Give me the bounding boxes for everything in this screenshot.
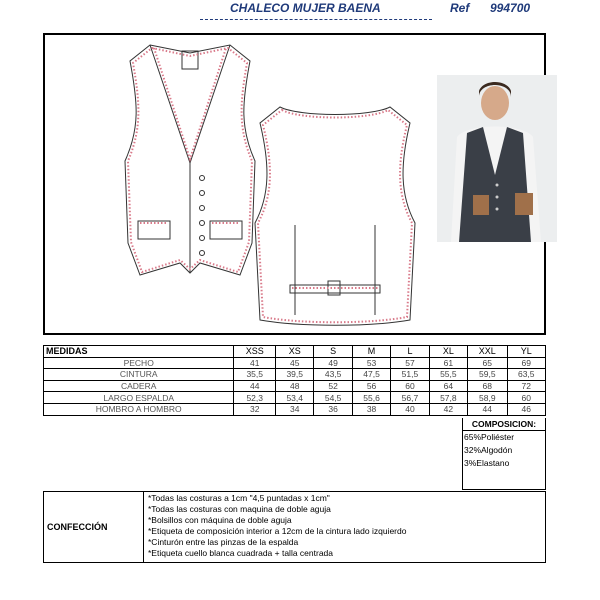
size-header: XS (276, 346, 314, 358)
measure-value: 46 (507, 403, 546, 415)
size-header: L (391, 346, 429, 358)
measurements-table (43, 345, 546, 416)
measure-value: 42 (429, 403, 467, 415)
measure-value: 52 (314, 380, 352, 392)
measure-value: 49 (314, 357, 352, 369)
measure-value: 63,5 (507, 369, 546, 381)
measure-value: 48 (276, 380, 314, 392)
measure-value: 61 (429, 357, 467, 369)
measure-value: 65 (468, 357, 507, 369)
measure-value: 55,5 (429, 369, 467, 381)
measure-value: 69 (507, 357, 546, 369)
table-header-label: MEDIDAS (44, 346, 234, 358)
measure-value: 32 (234, 403, 276, 415)
table-row (44, 392, 546, 404)
measure-value: 34 (276, 403, 314, 415)
confection-item: *Todas las costuras con maquina de doble aguja (148, 503, 331, 514)
confection-list (148, 493, 406, 558)
confection-item: *Todas las costuras a 1cm "4,5 puntadas x 1cm" (148, 493, 330, 503)
ref-label: Ref (450, 1, 470, 15)
measure-label: CADERA (44, 380, 234, 392)
measure-value: 54,5 (314, 392, 352, 404)
measure-label: CINTURA (44, 369, 234, 381)
composition-title: COMPOSICION: (463, 418, 545, 431)
composition-item: 65%Poliéster (464, 432, 515, 442)
measure-value: 38 (352, 403, 390, 415)
measure-value: 59,5 (468, 369, 507, 381)
size-header: XXL (468, 346, 507, 358)
table-row (44, 369, 546, 381)
measure-value: 56,7 (391, 392, 429, 404)
measure-value: 53 (352, 357, 390, 369)
measure-value: 44 (468, 403, 507, 415)
composition-box (462, 418, 546, 490)
size-header: YL (507, 346, 546, 358)
measure-label: LARGO ESPALDA (44, 392, 234, 404)
confection-label: CONFECCIÓN (44, 492, 144, 562)
composition-item: 3%Elastano (464, 458, 510, 468)
measure-value: 55,6 (352, 392, 390, 404)
measure-value: 40 (391, 403, 429, 415)
composition-item: 32%Algodón (464, 445, 513, 455)
measure-value: 57,8 (429, 392, 467, 404)
measure-value: 52,3 (234, 392, 276, 404)
measure-value: 41 (234, 357, 276, 369)
measure-value: 60 (391, 380, 429, 392)
measure-value: 44 (234, 380, 276, 392)
measure-value: 58,9 (468, 392, 507, 404)
table-row (44, 380, 546, 392)
measure-value: 47,5 (352, 369, 390, 381)
measure-label: HOMBRO A HOMBRO (44, 403, 234, 415)
document-title: CHALECO MUJER BAENA (200, 0, 432, 20)
size-header: XL (429, 346, 467, 358)
confection-item: *Cinturón entre las pinzas de la espalda (148, 536, 299, 547)
measure-value: 51,5 (391, 369, 429, 381)
measure-label: PECHO (44, 357, 234, 369)
measure-value: 68 (468, 380, 507, 392)
measure-value: 35,5 (234, 369, 276, 381)
product-photo (437, 75, 557, 242)
confection-item: *Etiqueta de composición interior a 12cm de la cintura lado izquierdo (148, 525, 407, 536)
measure-value: 36 (314, 403, 352, 415)
confection-item: *Etiqueta cuello blanca cuadrada + talla centrada (148, 547, 334, 558)
table-row (44, 357, 546, 369)
measure-value: 43,5 (314, 369, 352, 381)
measure-value: 57 (391, 357, 429, 369)
size-header: S (314, 346, 352, 358)
measure-value: 39,5 (276, 369, 314, 381)
measure-value: 60 (507, 392, 546, 404)
measure-value: 64 (429, 380, 467, 392)
table-row (44, 403, 546, 415)
ref-value: 994700 (490, 1, 531, 15)
confection-item: *Bolsillos con máquina de doble aguja (148, 514, 292, 525)
vest-back-sketch (250, 105, 420, 330)
size-header: M (352, 346, 390, 358)
measure-value: 72 (507, 380, 546, 392)
measure-value: 53,4 (276, 392, 314, 404)
measure-value: 45 (276, 357, 314, 369)
size-header: XSS (234, 346, 276, 358)
technical-drawing-panel (43, 33, 546, 335)
measure-value: 56 (352, 380, 390, 392)
confection-box (43, 491, 546, 563)
table-header-row (44, 346, 546, 358)
